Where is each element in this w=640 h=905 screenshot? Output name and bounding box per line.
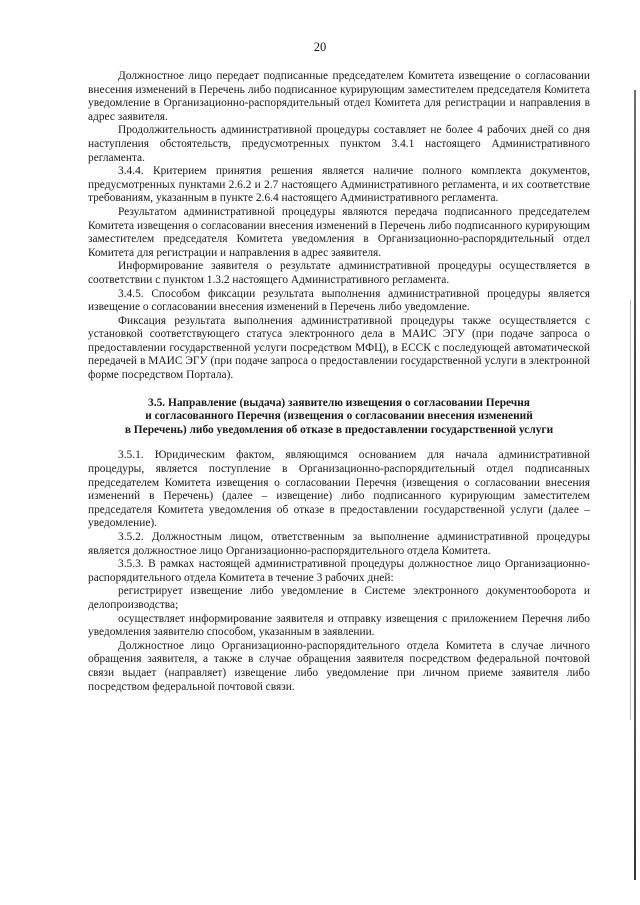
scan-edge-shadow xyxy=(634,90,636,880)
paragraph: Результатом административной процедуры являются передача подписанного председателем Комитета извещения о согласовании внесения изменений в Перечень либо подписанного курирующим заместителем председателя Комитета уведомления в Организационно-распорядительный отдел Комитета для регистрации и направления в адрес заявителя. xyxy=(88,205,590,259)
paragraph: 3.4.4. Критерием принятия решения является наличие полного комплекта документов, предусмотренных пунктами 2.6.2 и 2.7 настоящего Административного регламента, и их соответствие требованиям, указанным в пункте 2.6.4 настоящего Административного регламента. xyxy=(88,165,590,205)
paragraph: Информирование заявителя о результате административной процедуры осуществляется в соответствии с пунктом 1.3.2 настоящего Административного регламента. xyxy=(88,260,590,286)
paragraph: 3.5.1. Юридическим фактом, являющимся основанием для начала административной процедуры, является поступление в Организационно-распорядительный отдел подписанных председателем Комитета извещения о согласовании Перечня (извещения о согласовании внесения изменений в Перечень) (далее – извещение) либо подписанного курирующим заместителем председателя Комитета уведомления об отказе в предоставлении государственной услуги (далее – уведомление). xyxy=(88,449,590,530)
document-body xyxy=(88,70,590,694)
paragraph: 3.4.5. Способом фиксации результата выполнения административной процедуры является извещение о согласовании внесения изменений в Перечень либо уведомление. xyxy=(88,287,590,314)
section-heading xyxy=(88,397,590,438)
paragraph: регистрирует извещение либо уведомление в Системе электронного документооборота и делопроизводства; xyxy=(88,585,590,611)
page-number: 20 xyxy=(313,40,327,54)
section-heading-line: 3.5. Направление (выдача) заявителю извещения о согласовании Перечня xyxy=(148,396,530,409)
section-heading-line: в Перечень) либо уведомления об отказе в предоставлении государственной услуги xyxy=(124,423,554,436)
paragraph: 3.5.3. В рамках настоящей административной процедуры должностное лицо Организационно-распорядительного отдела Комитета в течение 3 рабочих дней: xyxy=(88,558,590,584)
paragraph: Должностное лицо передает подписанные председателем Комитета извещение о согласовании внесения изменений в Перечень либо подписанное курирующим заместителем председателя Комитета уведомление в Организационно-распорядительный отдел Комитета для регистрации и направления в адрес заявителя. xyxy=(88,70,590,123)
paragraph: Фиксация результата выполнения административной процедуры также осуществляется с установкой соответствующего статуса электронного дела в МАИС ЭГУ (при подаче запроса о предоставлении государственной услуги посредством МФЦ), в ЕССК с последующей автоматической передачей в МАИС ЭГУ (при подаче запроса о предоставлении государственной услуги в электронной форме посредством Портала). xyxy=(88,314,590,382)
paragraph: 3.5.2. Должностным лицом, ответственным за выполнение административной процедуры является должностное лицо Организационно-распорядительного отдела Комитета. xyxy=(88,531,590,557)
section-heading-line: и согласованного Перечня (извещения о согласовании внесения изменений xyxy=(145,410,533,423)
scan-edge-shadow xyxy=(630,300,631,720)
paragraph: Продолжительность административной процедуры составляет не более 4 рабочих дней со дня наступления обстоятельств, предусмотренных пунктом 3.4.1 настоящего Административного регламента. xyxy=(88,124,590,164)
paragraph: осуществляет информирование заявителя и отправку извещения с приложением Перечня либо уведомления заявителю способом, указанным в заявлении. xyxy=(88,612,590,639)
paragraph: Должностное лицо Организационно-распорядительного отдела Комитета в случае личного обращения заявителя, а также в случае обращения заявителя посредством федеральной почтовой связи выдает (направляет) извещение либо уведомление при личном приеме заявителя либо посредством федеральной почтовой связи. xyxy=(88,639,590,693)
